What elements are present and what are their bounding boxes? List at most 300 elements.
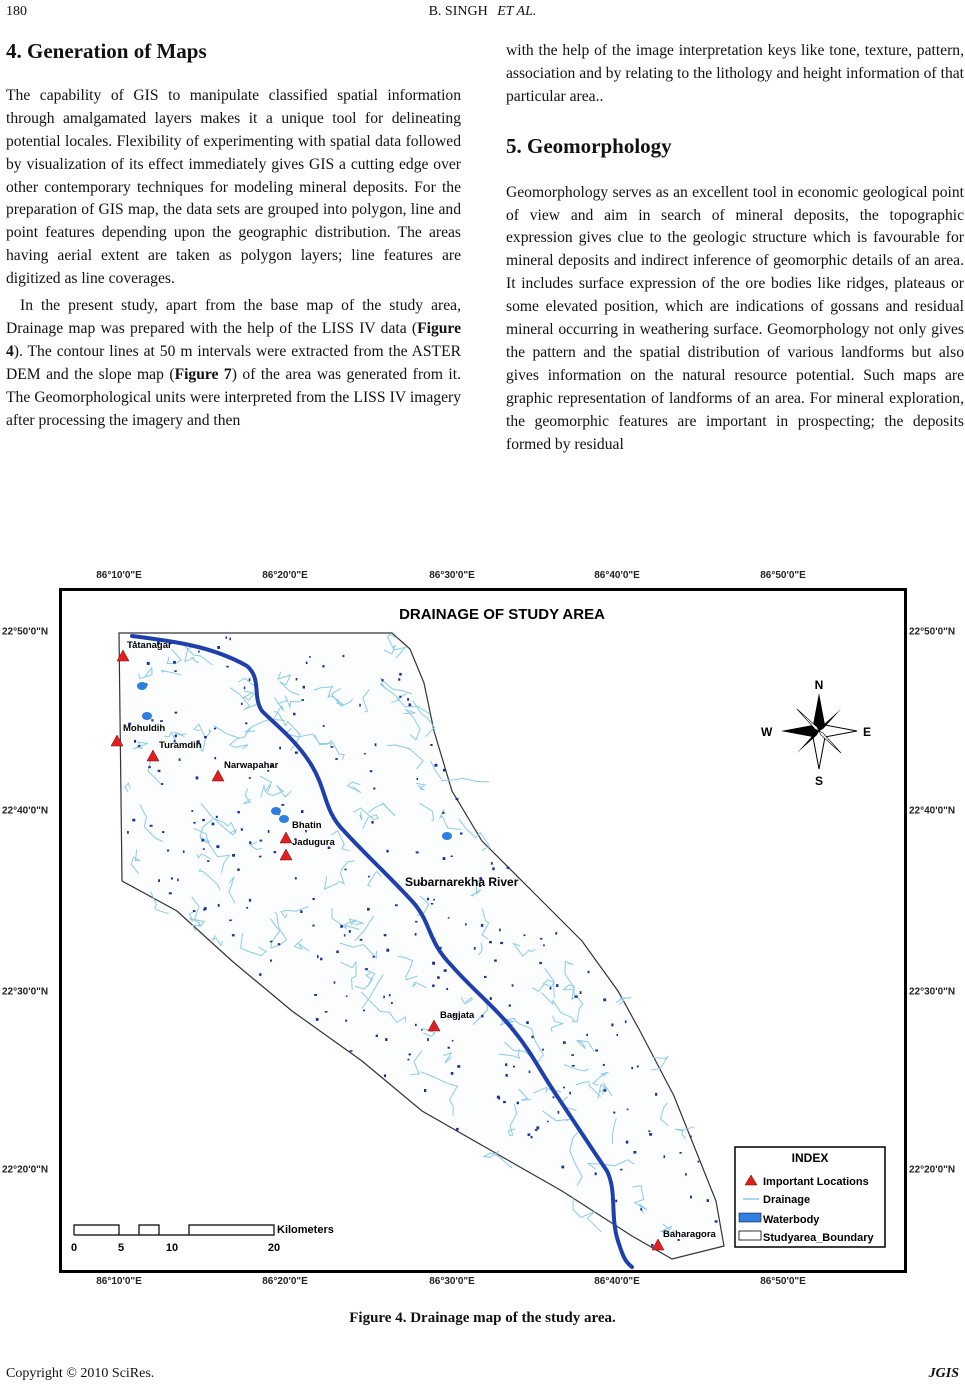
waterbody-spot: [489, 941, 492, 943]
section5-heading: 5. Geomorphology: [506, 133, 672, 158]
running-header: [0, 4, 965, 20]
waterbody-spot: [633, 1151, 636, 1154]
waterbody-spot: [465, 923, 467, 925]
waterbody-spot: [409, 1054, 412, 1056]
waterbody-spot: [446, 988, 448, 990]
waterbody-spot: [198, 651, 200, 653]
waterbody-spot: [542, 1049, 544, 1051]
waterbody-spot: [151, 719, 153, 721]
waterbody-spot: [529, 1071, 531, 1074]
waterbody-spot: [685, 1173, 687, 1175]
waterbody-spot: [452, 1040, 454, 1042]
para2-text-b: ). The contour lines at 50 m intervals were extracted from the ASTER DEM and the slope map (: [6, 342, 461, 383]
waterbody-spot: [664, 1155, 666, 1158]
waterbody-spot: [382, 679, 384, 682]
waterbody-spot: [507, 867, 510, 869]
waterbody-spot: [407, 698, 409, 701]
waterbody-spot: [203, 908, 205, 910]
waterbody-spot: [571, 1054, 574, 1056]
waterbody-spot: [457, 1065, 460, 1068]
longitude-label-top: 86°40'0"E: [594, 570, 640, 581]
waterbody-spot: [651, 1244, 654, 1247]
waterbody-spot: [481, 1015, 483, 1018]
waterbody-lake: [137, 682, 147, 690]
waterbody-spot: [531, 1036, 533, 1039]
waterbody-spot: [649, 1133, 652, 1136]
waterbody-spot: [312, 925, 314, 927]
waterbody-spot: [173, 661, 176, 664]
waterbody-spot: [202, 839, 205, 842]
waterbody-spot: [389, 994, 391, 996]
waterbody-spot: [349, 930, 351, 933]
waterbody-spot: [448, 1047, 450, 1049]
waterbody-spot: [680, 1152, 682, 1154]
waterbody-spot: [572, 1065, 575, 1067]
compass-s: S: [814, 774, 824, 788]
longitude-label-bot: 86°10'0"E: [96, 1276, 142, 1287]
waterbody-spot: [203, 848, 205, 850]
waterbody-spot: [359, 704, 361, 707]
waterbody-spot: [344, 869, 346, 871]
waterbody-spot: [371, 821, 373, 824]
waterbody-spot: [451, 856, 453, 858]
waterbody-spot: [690, 1136, 692, 1138]
waterbody-spot: [160, 720, 163, 722]
legend-item-drainage: Drainage: [763, 1194, 811, 1206]
waterbody-spot: [415, 1024, 417, 1026]
waterbody-spot: [535, 1129, 538, 1131]
waterbody-spot: [226, 666, 229, 668]
place-label: Bhatin: [292, 820, 322, 831]
waterbody-spot: [232, 934, 235, 936]
waterbody-spot: [314, 994, 317, 996]
waterbody-spot: [456, 798, 459, 800]
waterbody-spot: [499, 929, 501, 932]
longitude-label-bot: 86°50'0"E: [760, 1276, 806, 1287]
waterbody-spot: [295, 877, 297, 879]
waterbody-spot: [162, 831, 164, 833]
waterbody-spot: [158, 770, 161, 772]
section4-heading: 4. Generation of Maps: [6, 39, 207, 63]
waterbody-spot: [193, 910, 196, 912]
waterbody-spot: [690, 1196, 692, 1199]
waterbody-spot: [365, 968, 368, 970]
waterbody-spot: [320, 958, 322, 961]
waterbody-spot: [395, 904, 398, 906]
section5-paragraph1: Geomorphology serves as an excellent tool in economic geological point of view and aim in search of mineral deposits, the topographic expression gives clue to the geologic structure which is favourable for mineral deposits and indirect inference of geomorphic details of an area. It includes surface expression of the ore bodies like ridges, plateaus or some elevated position, which are indications of gossans and residual mineral occurring in weathering surface. Geomorphology not only gives the pattern and the spatial distribution of various landforms but also gives information on the natural resource potential. Such maps are graphic representation of landforms of an area. For mineral exploration, the geomorphic features are important in prospecting; the deposits formed by residual: [506, 183, 964, 453]
waterbody-spot: [391, 1002, 393, 1004]
waterbody-spot: [540, 938, 542, 940]
scale-tick-20: 20: [267, 1242, 281, 1254]
waterbody-spot: [460, 833, 463, 835]
waterbody-spot: [427, 1038, 429, 1041]
waterbody-spot: [481, 924, 483, 927]
waterbody-spot: [437, 976, 440, 979]
waterbody-spot: [174, 670, 176, 672]
waterbody-spot: [346, 996, 348, 998]
footer-journal: JGIS: [928, 1366, 959, 1381]
waterbody-spot: [215, 757, 217, 759]
waterbody-spot: [179, 758, 181, 761]
waterbody-spot: [316, 1018, 319, 1021]
waterbody-spot: [424, 1089, 426, 1092]
waterbody-spot: [161, 783, 163, 785]
latitude-label-left: 22°30'0"N: [2, 986, 49, 998]
waterbody-spot: [513, 1066, 515, 1068]
waterbody-spot: [212, 823, 215, 826]
waterbody-spot: [370, 770, 373, 772]
place-label: Jadugura: [292, 837, 335, 848]
waterbody-spot: [241, 828, 243, 830]
waterbody-spot: [517, 1102, 519, 1105]
waterbody-spot: [241, 703, 243, 705]
waterbody-spot: [498, 1097, 500, 1100]
waterbody-spot: [216, 845, 219, 848]
waterbody-spot: [603, 1064, 605, 1066]
waterbody-spot: [150, 825, 153, 827]
waterbody-spot: [193, 822, 195, 824]
waterbody-spot: [490, 997, 492, 1000]
waterbody-spot: [625, 1020, 627, 1023]
waterbody-spot: [415, 921, 417, 923]
waterbody-lake: [271, 807, 281, 815]
waterbody-spot: [563, 1087, 565, 1089]
north-arrow-icon: [761, 678, 871, 788]
waterbody-spot: [375, 743, 377, 746]
waterbody-spot: [132, 819, 135, 822]
waterbody-spot: [399, 696, 401, 698]
waterbody-spot: [512, 984, 514, 986]
waterbody-spot: [524, 934, 526, 936]
waterbody-spot: [433, 899, 435, 901]
waterbody-spot: [409, 703, 412, 706]
waterbody-spot: [196, 776, 199, 779]
scale-tick-0: 0: [70, 1242, 78, 1254]
waterbody-spot: [335, 758, 338, 760]
waterbody-spot: [448, 917, 450, 919]
waterbody-spot: [707, 1199, 709, 1202]
waterbody-spot: [421, 1029, 423, 1031]
latitude-label-left: 22°50'0"N: [2, 626, 49, 638]
waterbody-spot: [279, 747, 281, 750]
waterbody-spot: [398, 678, 400, 680]
waterbody-spot: [226, 636, 228, 638]
waterbody-spot: [274, 851, 277, 853]
waterbody-spot: [147, 662, 150, 665]
drainage-map-figure: [59, 588, 907, 1273]
waterbody-spot: [158, 879, 160, 882]
waterbody-spot: [484, 976, 487, 978]
waterbody-spot: [595, 1172, 597, 1175]
compass-n: N: [814, 678, 824, 692]
waterbody-spot: [281, 804, 284, 806]
waterbody-spot: [373, 788, 375, 790]
waterbody-spot: [620, 1169, 623, 1171]
waterbody-spot: [386, 949, 389, 952]
waterbody-spot: [138, 745, 140, 747]
waterbody-spot: [474, 947, 476, 950]
river-label: Subarnarekha River: [405, 875, 519, 889]
waterbody-spot: [615, 1200, 617, 1203]
waterbody-spot: [640, 1208, 642, 1210]
waterbody-spot: [586, 1034, 588, 1036]
para2-text-c: ) of the area was generated from it. The Geomorphological units were interpreted from the LISS IV imagery after processing the imagery and then: [6, 365, 461, 429]
waterbody-spot: [427, 898, 429, 901]
waterbody-spot: [249, 777, 251, 779]
figure4-reference-link[interactable]: Figure 4: [6, 319, 461, 360]
waterbody-spot: [442, 812, 444, 814]
waterbody-spot: [245, 723, 247, 725]
waterbody-spot: [503, 1101, 506, 1103]
footer-copyright: Copyright © 2010 SciRes.: [6, 1366, 155, 1381]
place-label: Tatanagar: [127, 640, 172, 651]
waterbody-spot: [334, 981, 336, 983]
waterbody-spot: [259, 973, 261, 976]
waterbody-spot: [368, 876, 370, 878]
map-canvas: [62, 591, 904, 1270]
latitude-label-left: 22°20'0"N: [2, 1164, 49, 1176]
waterbody-spot: [528, 1133, 531, 1136]
waterbody-spot: [494, 960, 497, 962]
waterbody-spot: [531, 1136, 533, 1138]
waterbody-spot: [506, 1074, 508, 1077]
waterbody-spot: [408, 1059, 410, 1061]
waterbody-spot: [134, 740, 136, 743]
waterbody-spot: [563, 1041, 566, 1044]
header-et-al: ET AL.: [497, 4, 537, 19]
legend-item-waterbody: Waterbody: [763, 1214, 820, 1226]
longitude-label-bot: 86°30'0"E: [429, 1276, 475, 1287]
waterbody-spot: [218, 904, 220, 907]
waterbody-spot: [214, 728, 216, 730]
waterbody-spot: [715, 1220, 718, 1222]
waterbody-spot: [364, 753, 366, 755]
latitude-label-right: 22°30'0"N: [909, 986, 956, 998]
waterbody-spot: [167, 850, 169, 852]
waterbody-spot: [399, 673, 402, 676]
waterbody-spot: [331, 746, 333, 748]
waterbody-spot: [249, 899, 251, 902]
waterbody-spot: [183, 850, 185, 853]
longitude-label-bot: 86°20'0"E: [262, 1276, 308, 1287]
waterbody-spot: [249, 841, 251, 844]
waterbody-spot: [278, 943, 281, 945]
waterbody-spot: [539, 962, 542, 964]
waterbody-spot: [631, 1067, 633, 1069]
waterbody-spot: [456, 1128, 459, 1131]
legend-item-boundary: Studyarea_Boundary: [763, 1232, 874, 1244]
waterbody-spot: [500, 942, 503, 944]
waterbody-spot: [296, 678, 298, 680]
waterbody-spot: [648, 1130, 650, 1132]
section4-paragraph1: The capability of GIS to manipulate classified spatial information through amalgamated layers makes it a unique tool for delineating potential locales. Flexibility of experimenting with spatial data followed by visualization of its effect immediately gives GIS a cutting edge over other contemporary techniques for modeling mineral deposits. For the preparation of GIS map, the data sets are grouped into polygon, line and point features depending upon the geographic distribution. The areas having aerial extent are taken as polygon layers; line features are digitized as line coverages.: [6, 86, 461, 288]
waterbody-spot: [505, 1063, 507, 1066]
waterbody-spot: [313, 898, 315, 900]
left-column: [6, 40, 461, 433]
right-column: [506, 40, 964, 457]
legend-title: INDEX: [791, 1151, 829, 1165]
scale-tick-5: 5: [117, 1242, 125, 1254]
waterbody-spot: [246, 907, 248, 909]
waterbody-spot: [569, 1092, 571, 1095]
waterbody-spot: [309, 656, 311, 658]
waterbody-spot: [207, 860, 209, 862]
longitude-label-top: 86°30'0"E: [429, 570, 475, 581]
waterbody-spot: [432, 985, 435, 988]
waterbody-spot: [306, 662, 308, 665]
waterbody-spot: [175, 712, 178, 714]
para2-text-a: In the present study, apart from the base map of the study area, Drainage map was prepared with the help of the LISS IV data (: [6, 297, 461, 337]
waterbody-spot: [575, 995, 578, 997]
waterbody-spot: [177, 879, 179, 882]
longitude-label-bot: 86°40'0"E: [594, 1276, 640, 1287]
waterbody-spot: [444, 969, 447, 972]
waterbody-spot: [127, 831, 129, 834]
section4-paragraph2: [6, 295, 461, 432]
map-legend: [735, 1147, 885, 1247]
waterbody-spot: [217, 646, 220, 649]
scale-title: Kilometers: [277, 1224, 334, 1236]
waterbody-spot: [417, 778, 419, 780]
longitude-label-top: 86°20'0"E: [262, 570, 308, 581]
waterbody-spot: [230, 638, 232, 641]
waterbody-spot: [434, 764, 437, 767]
latitude-label-left: 22°40'0"N: [2, 805, 49, 817]
latitude-label-right: 22°40'0"N: [909, 805, 956, 817]
waterbody-spot: [171, 878, 173, 880]
place-label: Turamdih: [159, 740, 202, 751]
waterbody-spot: [604, 1089, 607, 1091]
waterbody-spot: [323, 725, 325, 727]
scale-tick-10: 10: [165, 1242, 179, 1254]
study-area-boundary: [119, 633, 724, 1259]
waterbody-spot: [244, 687, 246, 690]
latitude-label-right: 22°20'0"N: [909, 1164, 956, 1176]
waterbody-spot: [386, 850, 388, 853]
waterbody-spot: [202, 819, 205, 821]
waterbody-spot: [373, 956, 375, 958]
place-label: Mohuldih: [123, 723, 166, 734]
header-authors: B. SINGH: [428, 4, 488, 19]
page-number: 180: [6, 4, 27, 19]
waterbody-spot: [561, 1166, 564, 1169]
waterbody-spot: [555, 932, 557, 935]
waterbody-spot: [626, 1141, 629, 1144]
waterbody-spot: [367, 908, 370, 911]
waterbody-spot: [360, 939, 363, 941]
compass-w: W: [761, 725, 773, 739]
map-title: DRAINAGE OF STUDY AREA: [399, 606, 605, 623]
place-label: Bagjata: [440, 1010, 475, 1021]
waterbody-spot: [268, 830, 270, 833]
waterbody-spot: [204, 736, 207, 738]
waterbody-lake: [142, 712, 152, 720]
waterbody-spot: [249, 678, 251, 681]
waterbody-spot: [336, 951, 339, 954]
waterbody-spot: [344, 934, 346, 936]
waterbody-spot: [363, 1010, 365, 1012]
waterbody-spot: [526, 1021, 529, 1024]
waterbody-spot: [451, 1072, 454, 1075]
waterbody-spot: [553, 1096, 555, 1098]
waterbody-spot: [169, 892, 172, 894]
waterbody-spot: [698, 1161, 700, 1163]
waterbody-spot: [384, 1074, 386, 1077]
waterbody-spot: [415, 933, 417, 936]
waterbody-spot: [270, 960, 272, 962]
waterbody-spot: [259, 856, 261, 858]
scale-bar: [71, 1224, 334, 1254]
waterbody-spot: [637, 1065, 639, 1067]
waterbody-spot: [588, 971, 590, 973]
waterbody-spot: [431, 903, 434, 905]
waterbody-spot: [491, 862, 493, 865]
waterbody-spot: [580, 991, 582, 994]
figure-caption: Figure 4. Drainage map of the study area.: [349, 1310, 616, 1326]
waterbody-spot: [237, 869, 240, 871]
waterbody-spot: [303, 686, 305, 689]
waterbody-spot: [627, 1109, 629, 1111]
waterbody-spot: [191, 810, 193, 812]
waterbody-spot: [432, 962, 435, 965]
waterbody-spot: [340, 925, 343, 928]
waterbody-spot: [617, 1034, 619, 1036]
latitude-label-right: 22°50'0"N: [909, 626, 956, 638]
waterbody-spot: [175, 734, 177, 737]
waterbody-spot: [611, 1024, 613, 1027]
waterbody-spot: [383, 996, 385, 999]
legend-item-locations: Important Locations: [763, 1176, 869, 1188]
waterbody-spot: [293, 713, 296, 716]
waterbody-spot: [343, 655, 345, 657]
waterbody-spot: [270, 941, 273, 943]
waterbody-spot: [603, 998, 606, 1001]
waterbody-spot: [443, 769, 445, 772]
waterbody-lake: [279, 815, 289, 823]
figure7-reference-link[interactable]: Figure 7: [174, 365, 232, 383]
waterbody-spot: [229, 920, 232, 922]
waterbody-spot: [322, 665, 324, 668]
waterbody-spot: [385, 1038, 387, 1041]
waterbody-spot: [384, 934, 387, 936]
longitude-label-top: 86°50'0"E: [760, 570, 806, 581]
waterbody-spot: [301, 699, 304, 701]
waterbody-spot: [232, 854, 235, 857]
waterbody-spot: [556, 984, 558, 987]
waterbody-spot: [376, 1035, 378, 1037]
waterbody-spot: [216, 816, 218, 818]
waterbody-spot: [547, 1121, 549, 1123]
waterbody-spot: [509, 1005, 511, 1007]
waterbody-spot: [295, 752, 298, 754]
waterbody-spot: [443, 857, 446, 860]
compass-e: E: [863, 725, 872, 739]
waterbody-spot: [536, 1126, 539, 1129]
waterbody-spot: [325, 1011, 328, 1013]
waterbody-spot: [430, 744, 432, 746]
waterbody-spot: [260, 840, 263, 842]
waterbody-spot: [595, 1050, 598, 1052]
waterbody-spot: [613, 1112, 615, 1114]
waterbody-spot: [558, 1111, 560, 1114]
waterbody-spot: [317, 955, 319, 958]
waterbody-spot: [300, 910, 302, 913]
waterbody-spot: [350, 1050, 353, 1052]
section4-continuation: with the help of the image interpretation keys like tone, texture, pattern, association and by relating to the lithology and height information of that particular area..: [506, 42, 964, 105]
waterbody-spot: [492, 867, 494, 870]
place-label: Baharagora: [663, 1229, 716, 1240]
longitude-label-top: 86°10'0"E: [96, 570, 142, 581]
